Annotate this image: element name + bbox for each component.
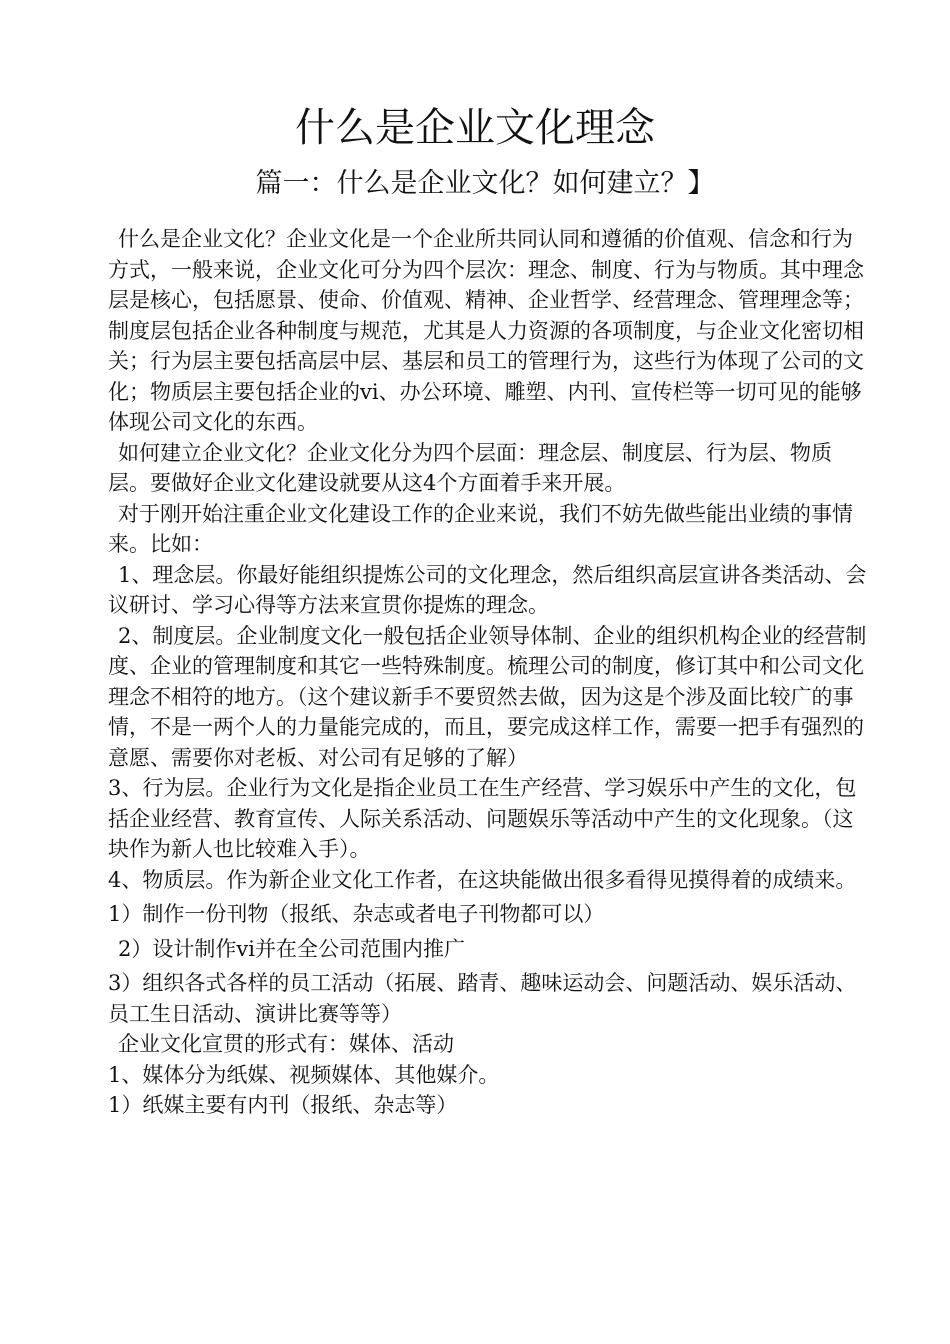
paragraph-concept-layer: 1、理念层。你最好能组织提炼公司的文化理念，然后组织高层宣讲各类活动、会议研讨、学习心得等方法来宣贯你提炼的理念。 [108,562,867,617]
list-item-publication: 1）制作一份刊物（报纸、杂志或者电子刊物都可以） [108,902,605,926]
document-subtitle: 篇一：什么是企业文化？如何建立？】 [255,168,715,199]
paragraph-print-media: 1）纸媒主要有内刊（报纸、杂志等） [108,1093,458,1117]
document-title: 什么是企业文化理念 [295,105,655,151]
paragraph-promotion-forms: 企业文化宣贯的形式有：媒体、活动 [118,1032,454,1056]
list-item-employee-activities: 3）组织各式各样的员工活动（拓展、踏青、趣味运动会、问题活动、娱乐活动、员工生日活动、演讲比赛等等） [108,971,857,1026]
list-item-vi-design: 2）设计制作vi并在全公司范围内推广 [118,936,465,961]
paragraph-material-layer: 4、物质层。作为新企业文化工作者，在这块能做出很多看得见摸得着的成绩来。 [108,867,857,892]
paragraph-system-layer: 2、制度层。企业制度文化一般包括企业领导体制、企业的组织机构企业的经营制度、企业的管理制度和其它一些特殊制度。梳理公司的制度，修订其中和公司文化理念不相符的地方。（这个建议新手不要贸然去做，因为这是个涉及面比较广的事情，不是一两个人的力量能完成的，而且，要完成这样工作，需要一把手有强烈的意愿、需要你对老板、对公司有足够的了解） [108,623,867,770]
document-body [108,224,868,1121]
paragraph-how-to-build: 如何建立企业文化？企业文化分为四个层面：理念层、制度层、行为层、物质层。要做好企业文化建设就要从这4个方面着手来开展。 [108,440,832,495]
paragraph-media-types: 1、媒体分为纸媒、视频媒体、其他媒介。 [108,1062,500,1087]
paragraph-for-beginners: 对于刚开始注重企业文化建设工作的企业来说，我们不妨先做些能出业绩的事情来。比如： [108,501,853,556]
paragraph-behavior-layer: 3、行为层。企业行为文化是指企业员工在生产经营、学习娱乐中产生的文化，包括企业经营、教育宣传、人际关系活动、问题娱乐等活动中产生的文化现象。（这块作为新人也比较难入手）。 [108,776,857,861]
paragraph-what-is-culture: 什么是企业文化？企业文化是一个企业所共同认同和遵循的价值观、信念和行为方式，一般来说，企业文化可分为四个层次：理念、制度、行为与物质。其中理念层是核心，包括愿景、使命、价值观、精神、企业哲学、经营理念、管理理念等；制度层包括企业各种制度与规范，尤其是人力资源的各项制度，与企业文化密切相关；行为层主要包括高层中层、基层和员工的管理行为，这些行为体现了公司的文化；物质层主要包括企业的vi、办公环境、雕塑、内刊、宣传栏等一切可见的能够体现公司文化的东西。 [108,227,864,434]
